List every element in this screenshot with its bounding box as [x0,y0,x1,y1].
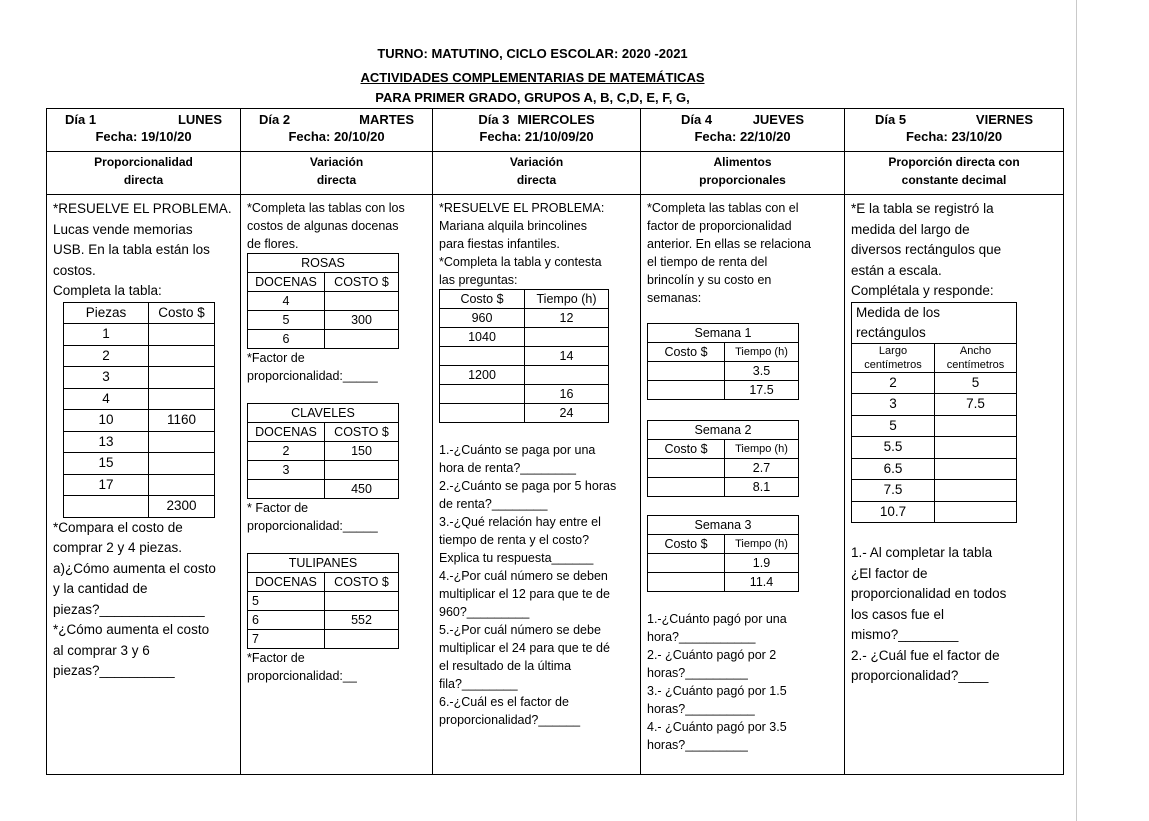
table-row: 5 [248,592,399,611]
table-row: 3 [64,367,215,389]
activities-title: ACTIVIDADES COMPLEMENTARIAS DE MATEMÁTICAS [360,70,705,85]
page-edge-line [1076,0,1077,821]
day-5-column [845,109,1063,774]
instructions: *Completa las tablas con el factor de proporcionalidad anterior. En ellas se relaciona el tiempo de renta del brincolín y su costo en semanas: [647,201,811,305]
questions: 1.- Al completar la tabla ¿El factor de proporcionalidad en todos los casos fue el mismo?________ 2.- ¿Cuál fue el factor de proporcionalidad?____ [851,545,1007,683]
table-row: 10.7 [852,501,1017,523]
brincolin-rental-table: Costo $ Tiempo (h) 960 12 1040 14 1200 16 24 [439,289,609,423]
table-row: 17.5 [648,381,799,400]
day-topic: Proporción directa con constante decimal [845,152,1063,195]
day-header [433,109,640,152]
day-number: Día 4 [681,112,713,127]
day-number: Día 1 [65,112,97,127]
table-row: 7.5 [852,480,1017,502]
day-header [241,109,432,152]
table-row: 2 150 [248,442,399,461]
day-1-column [47,109,241,774]
day-name: MIERCOLES [517,112,595,127]
table-row: 14 [440,347,609,366]
claveles-table: CLAVELES DOCENAS COSTO $ 2 150 3 450 [247,403,399,499]
table-row: 17 [64,474,215,496]
day-header [845,109,1063,152]
day-number: Día 2 [259,112,291,127]
tulipanes-table: TULIPANES DOCENAS COSTO $ 5 6 552 7 [247,553,399,649]
day-name: MARTES [359,112,414,127]
day-body [641,195,844,754]
day-topic: Variación directa [241,152,432,195]
usb-cost-table: Piezas Costo $ 1 2 3 4 10 1160 13 15 17 2300 [63,302,215,518]
semana-2-table: Semana 2 Costo $ Tiempo (h) 2.7 8.1 [647,420,799,497]
table-row: 16 [440,385,609,404]
day-number: Día 5 [875,112,907,127]
day-date: Fecha: 23/10/20 [905,129,1003,144]
day-body [845,195,1063,687]
day-header [641,109,844,152]
table-row: 6 [248,330,399,349]
day-3-column [433,109,641,774]
day-topic: Variación directa [433,152,640,195]
questions: 1.-¿Cuánto se paga por una hora de renta?________ 2.-¿Cuánto se paga por 5 horas de renta?________ 3.-¿Qué relación hay entre el tiempo de renta y el costo? Explica tu respuesta______ 4.-¿Por cuál número se deben multiplicar el 12 para que te de 960?_________ 5.-¿Por cuál número se debe multiplicar el 24 para que te dé el resultado de la última fila?________ 6.-¿Cuál es el factor de proporcionalidad?______ [439,443,617,727]
table-row: 6.5 [852,458,1017,480]
problem-text: *RESUELVE EL PROBLEMA. Lucas vende memorias USB. En la tabla están los costos. Completa la tabla: [53,201,232,298]
table-row: 1040 [440,328,609,347]
table-row: 10 1160 [64,410,215,432]
shift-cycle-heading: TURNO: MATUTINO, CICLO ESCOLAR: 2020 -2021 [377,46,688,61]
table-row: 1.9 [648,554,799,573]
table-row: 3 7.5 [852,394,1017,416]
day-date: Fecha: 22/10/20 [694,129,791,144]
day-date: Fecha: 21/10/09/20 [479,129,594,144]
table-row: 5 [852,415,1017,437]
table-row: 11.4 [648,573,799,592]
table-row: 2300 [64,496,215,518]
table-row: 6 552 [248,611,399,630]
day-header [47,109,240,152]
day-date: Fecha: 19/10/20 [95,129,192,144]
day-body [47,195,240,682]
day-name: LUNES [177,112,222,127]
day-number: Día 3 [478,112,510,127]
table-row: 5 300 [248,311,399,330]
day-topic: Proporcionalidad directa [47,152,240,195]
table-row: 5.5 [852,437,1017,459]
table-row: 13 [64,431,215,453]
day-date: Fecha: 20/10/20 [288,129,385,144]
grade-groups-heading: PARA PRIMER GRADO, GRUPOS A, B, C,D, E, F, G, [375,90,690,105]
day-name: VIERNES [975,112,1033,127]
instructions: *E la tabla se registró la medida del largo de diversos rectángulos que están a escala. Complétala y responde: [851,201,1002,298]
factor-question: *Factor de proporcionalidad:__ [247,651,357,683]
table-row: 2 [64,345,215,367]
table-row: 2 5 [852,372,1017,394]
day-4-column [641,109,845,774]
problem-text: *RESUELVE EL PROBLEMA: Mariana alquila brincolines para fiestas infantiles. *Completa la tabla y contesta las preguntas: [439,201,605,287]
semana-1-table: Semana 1 Costo $ Tiempo (h) 3.5 17.5 [647,323,799,400]
questions: *Compara el costo de comprar 2 y 4 piezas. a)¿Cómo aumenta el costo y la cantidad de piezas?______________ *¿Cómo aumenta el costo al comprar 3 y 6 piezas?__________ [53,519,216,678]
table-row: 8.1 [648,478,799,497]
table-row: 24 [440,404,609,423]
day-body [241,195,432,685]
rectangles-table: Medida de los rectángulos Largo centímetros Ancho centímetros 2 5 3 7.5 5 5.5 6.5 7.5 10.7 [851,302,1017,524]
day-name: JUEVES [752,112,804,127]
table-row: 1 [64,324,215,346]
instructions: *Completa las tablas con los costos de algunas docenas de flores. [247,201,405,251]
day-2-column [241,109,433,774]
table-row: 4 [64,388,215,410]
day-body [433,195,640,729]
rosas-table: ROSAS DOCENAS COSTO $ 4 5 300 6 [247,253,399,349]
factor-question: *Factor de proporcionalidad:_____ [247,351,378,383]
day-topic: Alimentos proporcionales [641,152,844,195]
table-row: 3.5 [648,362,799,381]
weekly-activities-table [46,108,1064,775]
table-row: 1200 [440,366,609,385]
factor-question: * Factor de proporcionalidad:_____ [247,501,378,533]
table-row: 15 [64,453,215,475]
table-row: 3 [248,461,399,480]
table-row: 450 [248,480,399,499]
table-row: 2.7 [648,459,799,478]
semana-3-table: Semana 3 Costo $ Tiempo (h) 1.9 11.4 [647,515,799,592]
table-row: 960 12 [440,309,609,328]
table-row: 7 [248,630,399,649]
questions: 1.-¿Cuánto pagó por una hora?___________ 2.- ¿Cuánto pagó por 2 horas?_________ 3.- ¿Cuánto pagó por 1.5 horas?__________ 4.- ¿Cuánto pagó por 3.5 horas?_________ [647,612,787,752]
table-row: 4 [248,292,399,311]
